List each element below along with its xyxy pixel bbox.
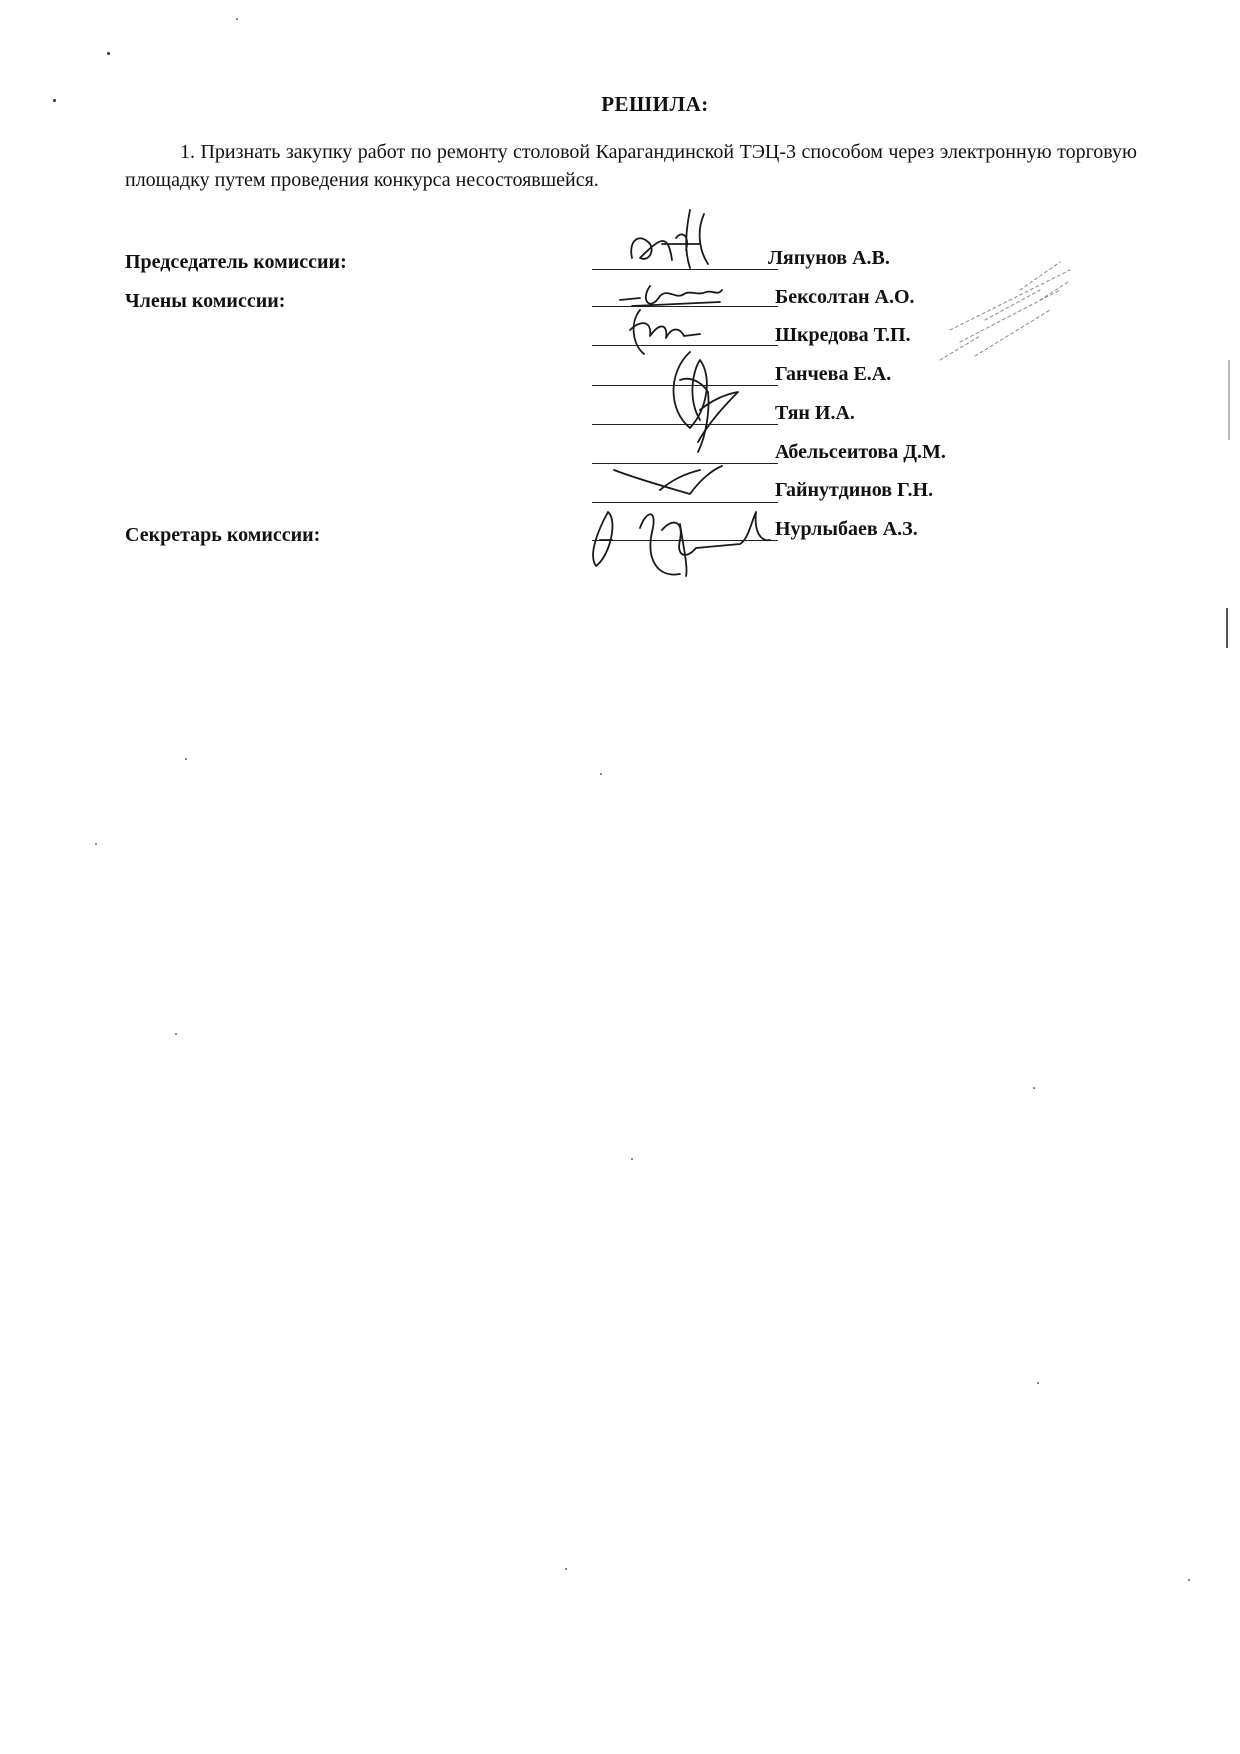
- signatory-name: Ляпунов А.В.: [768, 247, 890, 269]
- signatory-name: Гайнутдинов Г.Н.: [775, 479, 934, 501]
- scan-edge-mark: [1226, 608, 1228, 648]
- scan-speck: [1033, 1087, 1035, 1089]
- scan-speck: [236, 18, 238, 20]
- signature-line: [592, 385, 778, 386]
- signature-line: [592, 306, 778, 307]
- signature-member-5: [698, 392, 738, 442]
- scan-speck: [1188, 1579, 1190, 1581]
- signatory-name: Бексолтан А.О.: [775, 286, 915, 308]
- scan-speck: [1037, 1382, 1039, 1384]
- signature-member-4: [674, 352, 709, 452]
- signatory-name: Шкредова Т.П.: [775, 324, 911, 346]
- decision-paragraph: 1. Признать закупку работ по ремонту столовой Карагандинской ТЭЦ-3 способом через электронную торговую площадку путем проведения конкурса несостоявшейся.: [125, 141, 1137, 191]
- signature-member-6: [614, 466, 722, 494]
- scan-speck: [185, 758, 187, 760]
- signature-line: [592, 424, 778, 425]
- signature-line: [592, 540, 778, 541]
- signatory-name: Нурлыбаев А.З.: [775, 518, 918, 540]
- signatory-name: Тян И.А.: [775, 402, 855, 424]
- signatory-name: Абельсеитова Д.М.: [775, 441, 946, 463]
- scan-speck: [631, 1158, 633, 1160]
- signature-line: [592, 345, 778, 346]
- signature-member-3: [630, 310, 700, 354]
- scan-speck: [107, 52, 110, 55]
- signatory-name: Ганчева Е.А.: [775, 363, 892, 385]
- secretary-label: Секретарь комиссии:: [125, 524, 321, 546]
- chairman-label: Председатель комиссии:: [125, 251, 347, 273]
- scan-speck: [175, 1033, 177, 1035]
- scan-speck: [95, 843, 97, 845]
- scan-edge-mark: [1228, 360, 1230, 440]
- faint-stamp-marks: [940, 262, 1070, 360]
- signature-member-2: [620, 286, 722, 306]
- signature-line: [592, 502, 778, 503]
- signature-line: [592, 269, 778, 270]
- signature-secretary: [593, 512, 770, 576]
- scan-speck: [600, 773, 602, 775]
- signature-chairman: [631, 210, 708, 268]
- members-label: Члены комиссии:: [125, 290, 286, 312]
- decision-heading: РЕШИЛА:: [601, 92, 709, 116]
- scan-speck: [565, 1568, 567, 1570]
- signature-line: [592, 463, 778, 464]
